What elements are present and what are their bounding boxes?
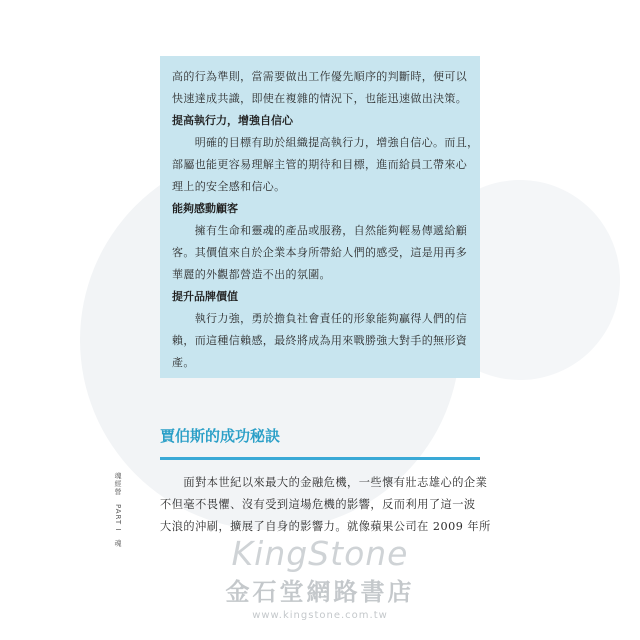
box-text-line: 部屬也能更容易理解主管的期待和目標，進而給員工帶來心 [172, 158, 468, 171]
box-text-line: 產。 [172, 356, 195, 369]
watermark-chinese: 金石堂網路書店 [225, 577, 415, 606]
body-line: 不但毫不畏懼、沒有受到這場危機的影響，反而利用了這一波 [160, 498, 476, 511]
info-box [160, 56, 480, 378]
box-subheading: 提升品牌價值 [172, 290, 238, 303]
watermark-logo: KingStone [231, 534, 409, 573]
body-line: 面對本世紀以來最大的金融危機，一些懷有壯志雄心的企業 [160, 476, 488, 489]
body-paragraph [160, 472, 491, 538]
box-text-line: 執行力強，勇於擔負社會責任的形象能夠贏得人們的信 [172, 312, 468, 325]
box-subheading: 提高執行力，增強自信心 [172, 114, 293, 127]
watermark-url: www.kingstone.com.tw [252, 610, 388, 621]
box-text-line: 理上的安全感和信心。 [172, 180, 286, 193]
box-text-line: 賴，而這種信賴感，最終將成為用來戰勝強大對手的無形資 [172, 334, 468, 347]
box-subheading: 能夠感動顧客 [172, 202, 238, 215]
section-divider [160, 457, 480, 460]
running-side-label: 魂經營 PART I 魂 [114, 472, 122, 548]
body-line: 大浪的沖刷，擴展了自身的影響力。就像蘋果公司在 2009 年所 [160, 520, 491, 533]
box-text-line: 客。其價值來自於企業本身所帶給人們的感受，這是用再多 [172, 246, 468, 259]
box-text-line: 明確的目標有助於組織提高執行力，增強自信心。而且， [172, 136, 479, 149]
box-text-line: 擁有生命和靈魂的產品或服務，自然能夠輕易傳遞給顧 [172, 224, 468, 237]
box-text-line: 高的行為準則，當需要做出工作優先順序的判斷時，便可以 [172, 70, 468, 83]
section-title: 賈伯斯的成功秘訣 [160, 427, 281, 445]
box-text-line: 快速達成共識，即使在複雜的情況下，也能迅速做出決策。 [172, 92, 468, 105]
info-box-content [172, 66, 479, 374]
box-text-line: 華麗的外觀都營造不出的氛圍。 [172, 268, 331, 281]
